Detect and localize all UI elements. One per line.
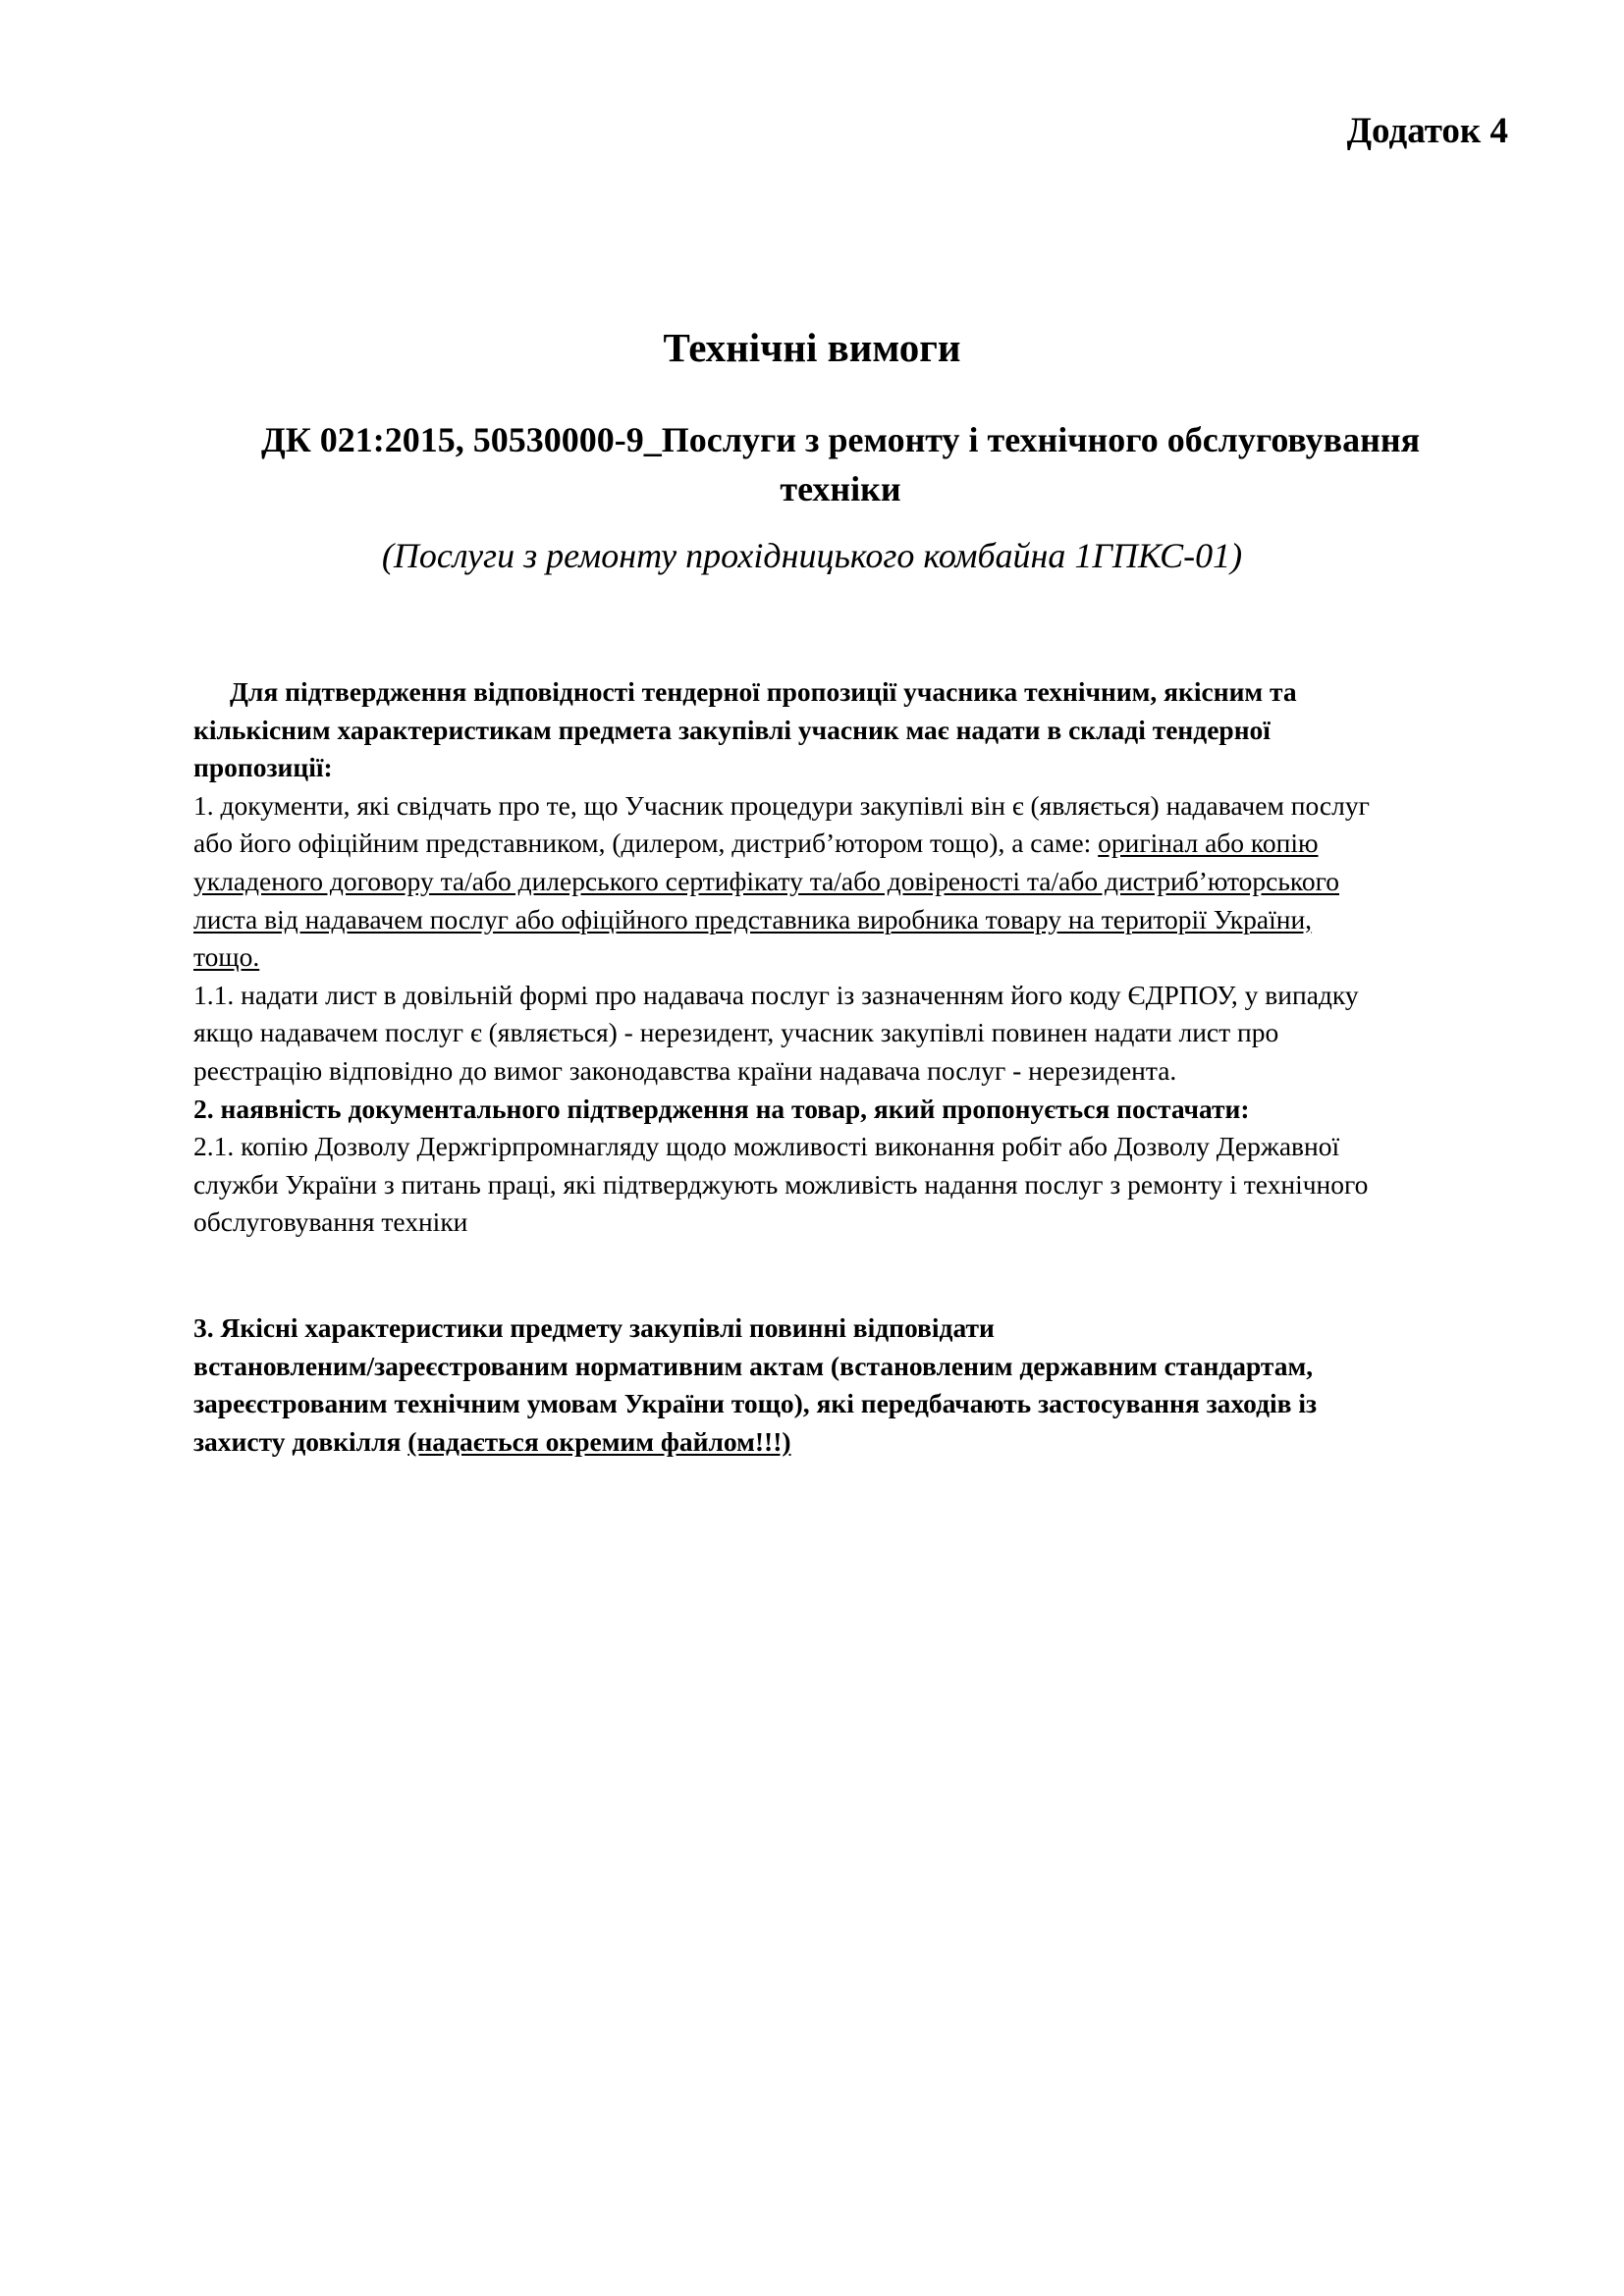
intro-paragraph [193, 673, 1521, 787]
item-1-1-line-3: реєстрацію відповідно до вимог законодавства країни надавача послуг - нерезидента. [193, 1054, 1177, 1086]
item-1-line-3: укладеного договору та/або дилерського сертифікату та/або довіреності та/або дистриб’юторського [193, 865, 1339, 896]
item-1-line-5: тощо. [193, 941, 260, 973]
item-2-line-2: служби України з питань праці, які підтверджують можливість надання послуг з ремонту і технічного [193, 1168, 1369, 1200]
item-2-heading: 2. наявність документального підтвердження на товар, який пропонується постачати: [193, 1093, 1250, 1124]
item-3-line-4 [193, 1423, 1521, 1462]
item-1-line-4: листа від надавачем послуг або офіційного представника виробника товару на території України, [193, 903, 1313, 934]
item-1-line-1: 1. документи, які свідчать про те, що Учасник процедури закупівлі він є (являється) надавачем послуг [193, 789, 1370, 821]
item-2-line-3: обслуговування техніки [193, 1206, 468, 1238]
item-3-line-4-underlined: (надається окремим файлом!!!) [407, 1425, 791, 1457]
item-1-line-2 [193, 825, 1521, 863]
item-3-line-1: 3. Якісні характеристики предмету закупівлі повинні відповідати [193, 1312, 995, 1343]
item-1-1-line-1: 1.1. надати лист в довільній формі про надавача послуг із зазначенням його коду ЄДРПОУ, у випадку [193, 979, 1359, 1010]
appendix-label: Додаток 4 [1346, 111, 1508, 151]
item-3-line-3: зареєстрованим технічним умовам України тощо), які передбачають застосування заходів із [193, 1388, 1318, 1419]
item-3-paragraph [193, 1309, 1521, 1461]
item-3-line-2: встановленим/зареєстрованим нормативним актам (встановленим державним стандартам, [193, 1350, 1314, 1381]
item-1-1-paragraph [193, 977, 1521, 1091]
item-1-paragraph [193, 787, 1521, 977]
document-subtitle [192, 415, 1489, 513]
intro-line-1: Для підтвердження відповідності тендерної пропозиції учасника технічним, якісним та [230, 676, 1297, 707]
intro-line-2: кількісним характеристикам предмета закупівлі учасник має надати в складі тендерної [193, 714, 1271, 745]
item-1-line-2-underlined: оригінал або копію [1098, 828, 1319, 859]
item-3-line-4-plain: захисту довкілля [193, 1425, 408, 1457]
service-note: (Послуги з ремонту прохідницького комбайна 1ГПКС-01) [381, 536, 1243, 575]
intro-line-3: пропозиції: [193, 752, 333, 783]
item-2-paragraph [193, 1091, 1521, 1242]
item-1-1-line-2: якщо надавачем послуг є (являється) - нерезидент, учасник закупівлі повинен надати лист про [193, 1017, 1279, 1048]
item-1-line-2-plain: або його офіційним представником, (дилером, дистриб’ютором тощо), а саме: [193, 828, 1099, 859]
requirements-body [193, 673, 1521, 1242]
document-title: Технічні вимоги [663, 325, 961, 370]
subtitle-line-2: техніки [780, 469, 901, 508]
item-2-line-1: 2.1. копію Дозволу Держгірпромнагляду щодо можливості виконання робіт або Дозволу Державної [193, 1131, 1340, 1162]
subtitle-line-1: ДК 021:2015, 50530000-9_Послуги з ремонту і технічного обслуговування [260, 420, 1421, 459]
